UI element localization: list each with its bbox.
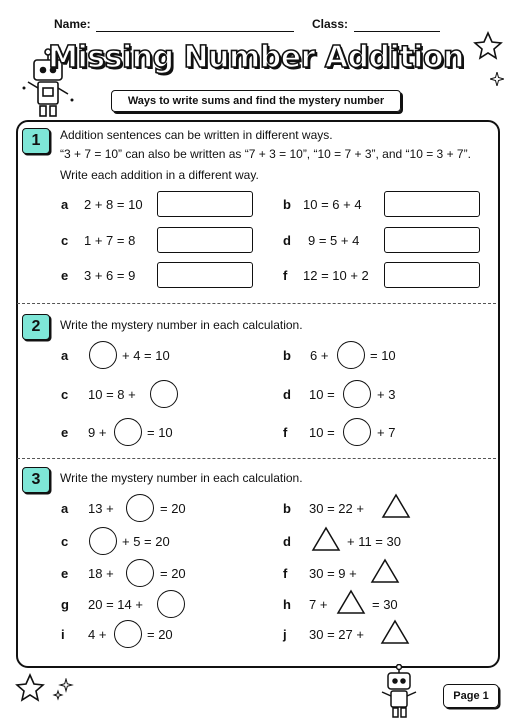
section-1-instruction-1: Addition sentences can be written in different ways. xyxy=(60,128,333,142)
item-letter: e xyxy=(61,566,69,581)
item-letter: e xyxy=(61,268,69,283)
equation-part: + 5 = 20 xyxy=(122,534,170,549)
answer-circle[interactable] xyxy=(114,418,142,446)
equation-part: = 20 xyxy=(160,566,186,581)
answer-circle[interactable] xyxy=(89,527,117,555)
answer-box[interactable] xyxy=(384,227,480,253)
equation-part: + 7 xyxy=(377,425,396,440)
item-letter: a xyxy=(61,348,69,363)
equation-part: = 20 xyxy=(160,501,186,516)
section-3-instruction: Write the mystery number in each calculation. xyxy=(60,471,303,485)
answer-circle[interactable] xyxy=(157,590,185,618)
answer-box[interactable] xyxy=(384,191,480,217)
item-letter: a xyxy=(61,501,69,516)
section-2-instruction: Write the mystery number in each calculation. xyxy=(60,318,303,332)
answer-triangle[interactable] xyxy=(381,493,411,519)
class-label: Class: xyxy=(312,17,349,31)
item-letter: e xyxy=(61,425,69,440)
robot-icon xyxy=(376,664,422,720)
answer-triangle[interactable] xyxy=(336,589,366,615)
item-letter: g xyxy=(61,597,69,612)
name-field[interactable] xyxy=(96,31,294,32)
equation-part: 13 + xyxy=(88,501,114,516)
equation-part: 10 = xyxy=(309,425,335,440)
class-field[interactable] xyxy=(354,31,440,32)
answer-circle[interactable] xyxy=(343,418,371,446)
item-letter: d xyxy=(283,233,291,248)
page-number-badge: Page 1 xyxy=(443,684,499,708)
equation-part: + 4 = 10 xyxy=(122,348,170,363)
equation-part: 30 = 27 + xyxy=(309,627,364,642)
answer-box[interactable] xyxy=(157,227,253,253)
item-letter: b xyxy=(283,348,291,363)
equation-part: = 10 xyxy=(370,348,396,363)
equation-part: 30 = 9 + xyxy=(309,566,357,581)
item-letter: f xyxy=(283,566,288,581)
equation-part: = 10 xyxy=(147,425,173,440)
section-3-badge: 3 xyxy=(22,467,50,493)
worksheet-subtitle: Ways to write sums and find the mystery number xyxy=(111,90,401,112)
item-letter: c xyxy=(61,233,69,248)
item-letter: b xyxy=(283,197,291,212)
answer-box[interactable] xyxy=(384,262,480,288)
item-letter: f xyxy=(283,268,288,283)
item-letter: f xyxy=(283,425,288,440)
worksheet-title: Missing Number Addition xyxy=(48,40,464,75)
item-letter: b xyxy=(283,501,291,516)
answer-circle[interactable] xyxy=(126,494,154,522)
answer-circle[interactable] xyxy=(150,380,178,408)
equation: 3 + 6 = 9 xyxy=(84,268,136,283)
equation-part: 10 = xyxy=(309,387,335,402)
equation: 10 = 6 + 4 xyxy=(303,197,362,212)
section-divider xyxy=(17,458,496,459)
equation-part: 7 + xyxy=(309,597,328,612)
equation-part: = 30 xyxy=(372,597,398,612)
section-1-badge: 1 xyxy=(22,128,50,154)
answer-triangle[interactable] xyxy=(380,619,410,645)
answer-triangle[interactable] xyxy=(311,526,341,552)
item-letter: a xyxy=(61,197,69,212)
equation-part: + 11 = 30 xyxy=(347,534,401,549)
equation-part: 18 + xyxy=(88,566,114,581)
item-letter: c xyxy=(61,534,69,549)
name-label: Name: xyxy=(54,17,91,31)
equation: 9 = 5 + 4 xyxy=(308,233,360,248)
answer-circle[interactable] xyxy=(114,620,142,648)
equation-part: 20 = 14 + xyxy=(88,597,143,612)
item-letter: i xyxy=(61,627,65,642)
equation-part: 10 = 8 + xyxy=(88,387,136,402)
equation-part: 4 + xyxy=(88,627,107,642)
answer-circle[interactable] xyxy=(126,559,154,587)
equation-part: 30 = 22 + xyxy=(309,501,364,516)
answer-circle[interactable] xyxy=(89,341,117,369)
sparkle-icon xyxy=(52,678,76,704)
item-letter: j xyxy=(283,627,287,642)
section-1-instruction-3: Write each addition in a different way. xyxy=(60,168,259,182)
section-2-badge: 2 xyxy=(22,314,50,340)
answer-box[interactable] xyxy=(157,191,253,217)
answer-circle[interactable] xyxy=(337,341,365,369)
equation-part: = 20 xyxy=(147,627,173,642)
equation-part: 9 + xyxy=(88,425,107,440)
item-letter: c xyxy=(61,387,69,402)
answer-triangle[interactable] xyxy=(370,558,400,584)
equation-part: 6 + xyxy=(310,348,329,363)
equation: 12 = 10 + 2 xyxy=(303,268,369,283)
item-letter: d xyxy=(283,387,291,402)
item-letter: h xyxy=(283,597,291,612)
section-1-instruction-2: “3 + 7 = 10” can also be written as “7 + 3 = 10”, “10 = 7 + 3”, and “10 = 3 + 7”. xyxy=(60,147,471,161)
star-icon xyxy=(14,672,46,704)
equation: 1 + 7 = 8 xyxy=(84,233,136,248)
equation-part: + 3 xyxy=(377,387,396,402)
answer-circle[interactable] xyxy=(343,380,371,408)
item-letter: d xyxy=(283,534,291,549)
answer-box[interactable] xyxy=(157,262,253,288)
section-divider xyxy=(17,303,496,304)
equation: 2 + 8 = 10 xyxy=(84,197,143,212)
